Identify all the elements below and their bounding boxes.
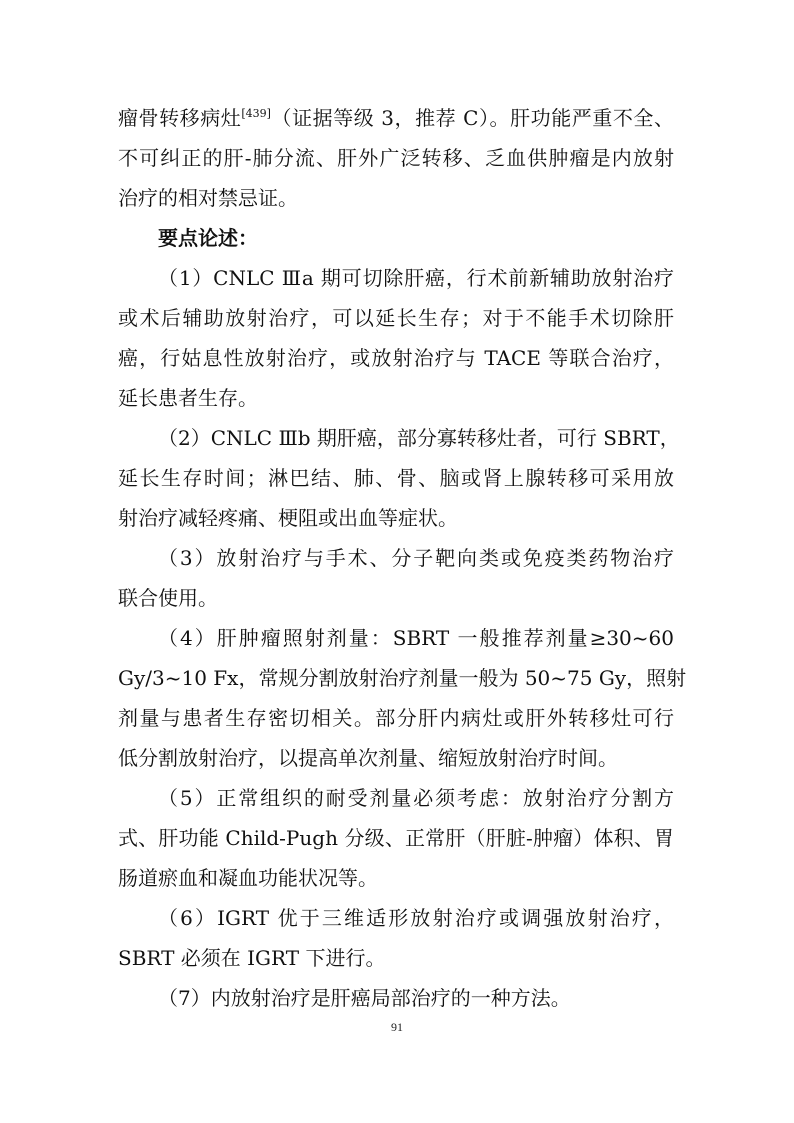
text-line: 低分割放射治疗，以提高单次剂量、缩短放射治疗时间。 [118,746,618,770]
text-line: 联合使用。 [118,586,218,610]
text-line: 延长患者生存。 [118,386,258,410]
text-line: （3）放射治疗与手术、分子靶向类或免疫类药物治疗 [158,546,674,570]
text-segment: （证据等级 3，推荐 C）。肝功能严重不全、 [270,106,674,130]
text-line: SBRT 必须在 IGRT 下进行。 [118,946,386,970]
text-line: 癌，行姑息性放射治疗，或放射治疗与 TACE 等联合治疗， [118,346,674,370]
text-line: Gy/3~10 Fx，常规分割放射治疗剂量一般为 50~75 Gy，照射 [118,666,687,690]
section-heading: 要点论述： [158,226,258,250]
text-line: 或术后辅助放射治疗，可以延长生存；对于不能手术切除肝 [118,306,674,330]
text-line: 剂量与患者生存密切相关。部分肝内病灶或肝外转移灶可行 [118,706,674,730]
text-line: （5）正常组织的耐受剂量必须考虑：放射治疗分割方 [158,786,674,810]
text-line: （2）CNLC Ⅲb 期肝癌，部分寡转移灶者，可行 SBRT， [158,426,680,450]
page-number: 91 [391,1020,403,1034]
citation-reference: [439] [241,107,271,120]
text-line: 治疗的相对禁忌证。 [118,186,298,210]
text-line: （1）CNLC Ⅲa 期可切除肝癌，行术前新辅助放射治疗 [158,266,674,290]
text-segment: 瘤骨转移病灶 [118,106,242,130]
text-line: 不可纠正的肝-肺分流、肝外广泛转移、乏血供肿瘤是内放射 [118,146,674,170]
text-line: 式、肝功能 Child-Pugh 分级、正常肝（肝脏-肿瘤）体积、胃 [118,826,674,850]
text-line: 肠道瘀血和凝血功能状况等。 [118,866,378,890]
text-line: 射治疗减轻疼痛、梗阻或出血等症状。 [118,506,458,530]
text-line [118,98,674,138]
document-body [118,98,687,1018]
text-line: （4）肝肿瘤照射剂量：SBRT 一般推荐剂量≥30~60 [158,626,674,650]
text-line: （7）内放射治疗是肝癌局部治疗的一种方法。 [158,986,571,1010]
text-line: 延长生存时间；淋巴结、肺、骨、脑或肾上腺转移可采用放 [118,466,674,490]
text-line: （6）IGRT 优于三维适形放射治疗或调强放射治疗， [158,906,674,930]
